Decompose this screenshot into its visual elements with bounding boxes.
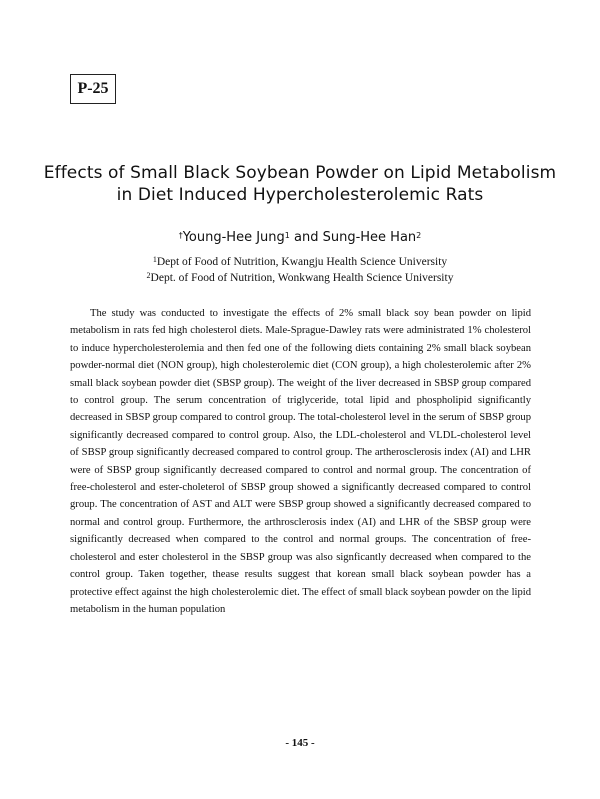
poster-label: P-25 — [77, 80, 109, 97]
author-1-affiliation-mark: 1 — [284, 231, 290, 240]
corresponding-author-mark: † — [178, 231, 183, 240]
title-line-1: Effects of Small Black Soybean Powder on Lipid Metabolism — [43, 163, 557, 183]
poster-label-box — [70, 74, 116, 104]
affiliation-2-text: Dept. of Food of Nutrition, Wonkwang Health Science University — [150, 272, 454, 284]
affiliation-2 — [0, 270, 600, 286]
author-1-name: Young-Hee Jung — [182, 230, 285, 245]
author-connector: and — [289, 230, 323, 245]
title-line-2: in Diet Induced Hypercholesterolemic Rats — [116, 185, 484, 205]
author-2-name: Sung-Hee Han — [322, 230, 417, 245]
author-list — [0, 229, 600, 247]
page-number: - 145 - — [285, 737, 315, 749]
author-2-affiliation-mark: 2 — [416, 231, 422, 240]
affiliations — [0, 254, 600, 286]
affiliation-1-mark: 1 — [152, 255, 157, 264]
affiliation-2-mark: 2 — [146, 271, 151, 280]
abstract-body: The study was conducted to investigate the effects of 2% small black soy bean powder on lipid metabolism in rats fed high cholesterol diets. Male-Sprague-Dawley rats were administrated 1% cholesterol to induce hypercholesterolemia and then fed one of the following diets containing 2% small black soybean powder-normal diet (NON group), high cholesterolemic diet (CON group), a high cholesterolemic after 2% small black soybean powder diet (SBSP group). The weight of the liver decreased in SBSP group compared to control group. The serum concentration of triglyceride, total lipid and phospholipid significantly decreased in SBSP group compared to control group. The total-cholesterol level in the serum of SBSP group significantly decreased compared to control group. Also, the LDL-cholesterol and VLDL-cholesterol level of SBSP group significantly decreased compared to control group. The artherosclerosis index (AI) and LHR were of SBSP group significantly decreased compared to control and normal group. The concentration of free-cholesterol and ester-choleterol of SBSP group showed a significantly decreased compared to control group. The concentration of AST and ALT were SBSP group showed a significantly decreased compared to normal and control group. Furthermore, the arthrosclerosis index (AI) and LHR of the SBSP group were significantly decreased when compared to the control and normal groups. The concentration of free-cholesterol and ester cholesterol in the SBSP group was also signficantly decreased when compared to the control group. Taken together, thease results suggest that korean small black soybean powder has a protective effect against the high cholesterolemic diet. The effect of small black soybean powder on the lipid metabolism in the human population — [70, 308, 531, 615]
affiliation-1 — [0, 254, 600, 270]
affiliation-1-text: Dept of Food of Nutrition, Kwangju Health Science University — [156, 256, 448, 268]
paper-title — [0, 162, 600, 206]
